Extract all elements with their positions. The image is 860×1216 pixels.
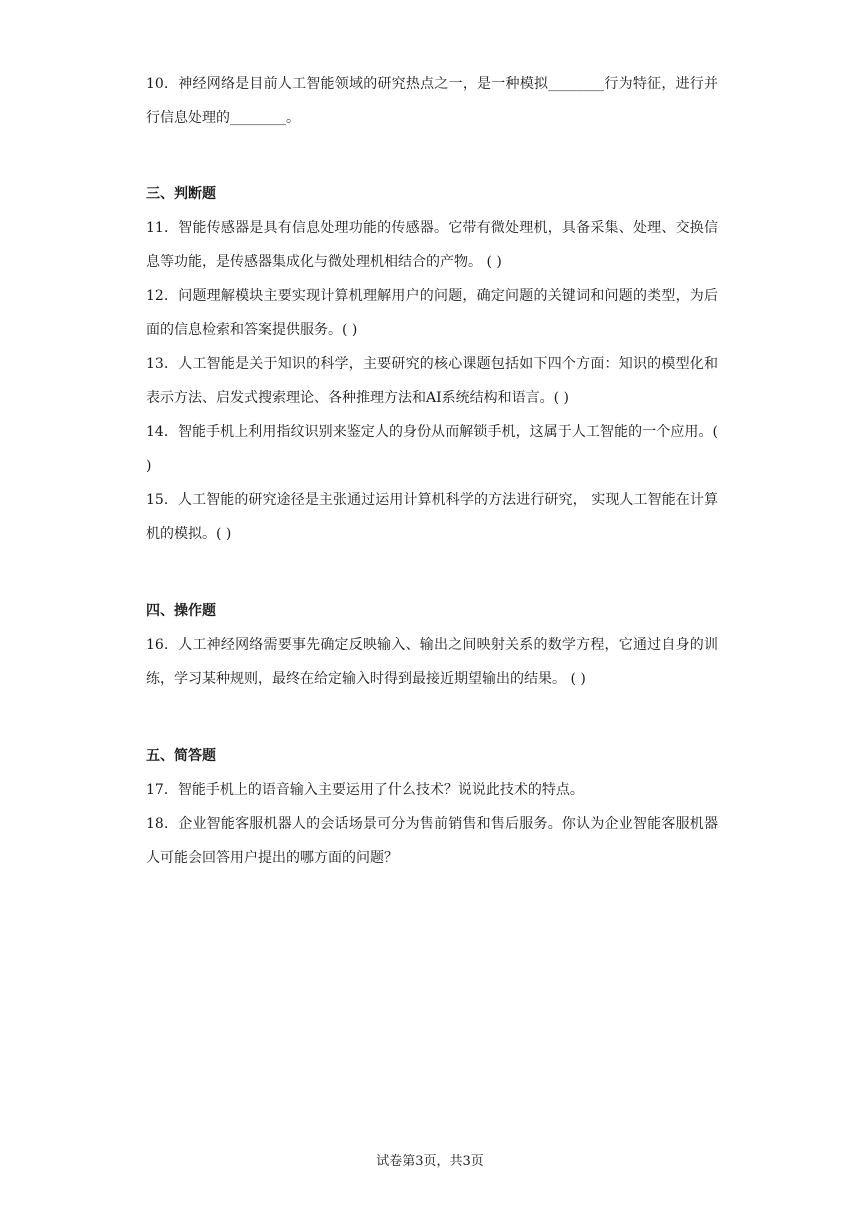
question-11: 11．智能传感器是具有信息处理功能的传感器。它带有微处理机，具备采集、处理、交换信息等功能，是传感器集成化与微处理机相结合的产物。 ( ): [146, 220, 718, 270]
question-15: 15．人工智能的研究途径是主张通过运用计算机科学的方法进行研究， 实现人工智能在计算机的模拟。( ): [146, 492, 718, 542]
question-16: 16．人工神经网络需要事先确定反映输入、输出之间映射关系的数学方程，它通过自身的训练，学习某种规则，最终在给定输入时得到最接近期望输出的结果。 ( ): [146, 637, 718, 687]
page-footer: 试卷第3页，共3页: [376, 1154, 484, 1169]
question-13: 13．人工智能是关于知识的科学，主要研究的核心课题包括如下四个方面：知识的模型化和表示方法、启发式搜索理论、各种推理方法和AI系统结构和语言。( ): [146, 356, 718, 406]
section-heading-short-answer: 五、简答题: [146, 748, 216, 764]
question-18: 18．企业智能客服机器人的会话场景可分为售前销售和售后服务。你认为企业智能客服机器人可能会回答用户提出的哪方面的问题？: [146, 816, 718, 866]
section-heading-operate: 四、操作题: [146, 603, 216, 619]
question-12: 12．问题理解模块主要实现计算机理解用户的问题，确定问题的关键词和问题的类型，为后面的信息检索和答案提供服务。( ): [146, 288, 718, 338]
question-17: 17．智能手机上的语音输入主要运用了什么技术？说说此技术的特点。: [146, 782, 584, 798]
question-14: 14．智能手机上利用指纹识别来鉴定人的身份从而解锁手机，这属于人工智能的一个应用。( ): [146, 424, 718, 474]
question-10: 10．神经网络是目前人工智能领域的研究热点之一，是一种模拟________行为特征，进行并行信息处理的________。: [146, 76, 718, 126]
section-heading-judge: 三、判断题: [146, 186, 216, 202]
